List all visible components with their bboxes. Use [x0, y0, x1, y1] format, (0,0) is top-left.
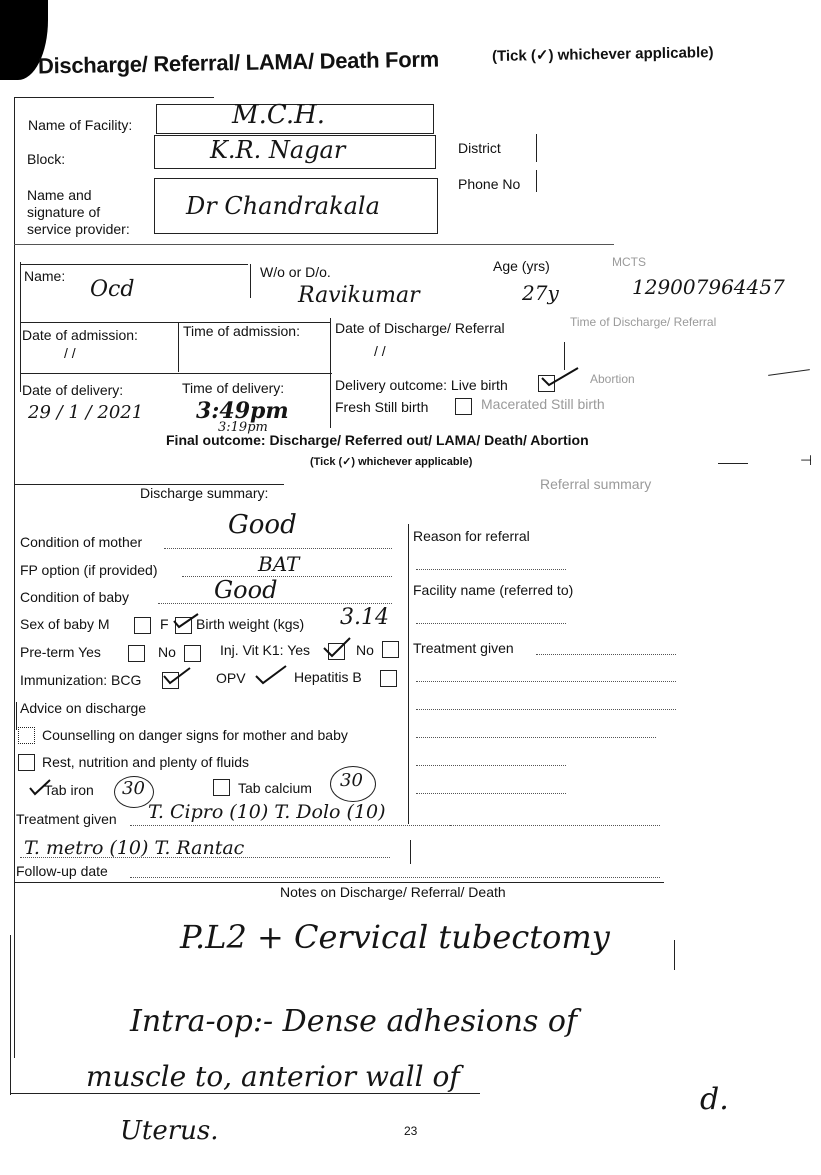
followup-label: Follow-up date	[16, 863, 108, 879]
final-outcome-sub: (Tick (✓) whichever applicable)	[310, 456, 473, 468]
sex-label: Sex of baby M	[20, 616, 110, 632]
notes-right-mark	[674, 940, 675, 970]
phone-label: Phone No	[458, 176, 521, 192]
discharge-date-label: Date of Discharge/ Referral	[335, 320, 505, 336]
advice-label: Advice on discharge	[20, 700, 147, 716]
admission-date-label: Date of admission:	[22, 327, 138, 343]
abortion-label: Abortion	[590, 372, 635, 386]
referral-facility-line	[416, 622, 566, 624]
delivery-date-label: Date of delivery:	[22, 382, 124, 398]
delivery-date-value: 29 / 1 / 2021	[28, 402, 144, 423]
notes-bottom-line	[10, 1093, 480, 1094]
notes-mark: d.	[700, 1082, 729, 1117]
phone-divider	[536, 170, 537, 192]
vitk-label: Inj. Vit K1: Yes	[220, 642, 311, 658]
mcts-label: MCTS	[612, 255, 646, 269]
immunization-label: Immunization: BCG	[20, 672, 142, 688]
tab-calcium-label: Tab calcium	[238, 780, 312, 796]
fresh-still-checkbox[interactable]	[455, 398, 472, 415]
vitk-no-label: No	[356, 642, 374, 658]
discharge-date-value: / /	[374, 343, 386, 359]
delivery-time-label: Time of delivery:	[182, 380, 285, 396]
provider-label-2: signature of	[27, 204, 101, 220]
referral-treatment-label: Treatment given	[413, 640, 514, 656]
notes-line-1: P.L2 + Cervical tubectomy	[180, 918, 610, 956]
birth-weight-value: 3.14	[340, 605, 389, 630]
vitk-no-checkbox[interactable]	[382, 641, 399, 658]
notes-label: Notes on Discharge/ Referral/ Death	[280, 884, 506, 900]
mother-condition-line	[164, 547, 392, 549]
age-value: 27y	[522, 281, 559, 305]
page-number: 23	[404, 1124, 418, 1138]
outcome-mark: ⊣	[800, 452, 813, 468]
treatment-line-2	[20, 856, 390, 858]
treatment-value-2: T. metro (10) T. Rantac	[24, 837, 245, 859]
treatment-value-1: T. Cipro (10) T. Dolo (10)	[148, 801, 386, 823]
facility-bottom-line	[14, 244, 614, 245]
admission-date-value: / /	[64, 345, 76, 361]
tab-calcium-checkbox[interactable]	[213, 779, 230, 796]
advice-bracket	[16, 702, 17, 730]
block-value: K.R. Nagar	[210, 136, 346, 164]
treatment-line-1	[130, 824, 450, 826]
delivery-time-note: 3:19pm	[218, 420, 268, 435]
age-label: Age (yrs)	[493, 258, 550, 274]
delivery-outcome-label: Delivery outcome: Live birth	[335, 377, 508, 393]
wo-value: Ravikumar	[298, 283, 420, 308]
facility-value: M.C.H.	[232, 100, 326, 130]
sex-f-label: F	[160, 616, 169, 632]
stray-mark	[768, 369, 810, 376]
referral-reason-line	[416, 568, 566, 570]
patient-top-line	[20, 264, 248, 265]
wo-label: W/o or D/o.	[260, 264, 331, 280]
baby-condition-label: Condition of baby	[20, 589, 129, 605]
opv-tick-icon	[254, 664, 288, 686]
referral-treatment-line-6	[416, 792, 566, 794]
treatment-label: Treatment given	[16, 811, 117, 827]
discharge-summary-label: Discharge summary:	[140, 485, 269, 501]
referral-summary-label: Referral summary	[540, 476, 652, 492]
district-divider	[536, 134, 537, 162]
hep-checkbox[interactable]	[380, 670, 397, 687]
notes-line-4: Uterus.	[120, 1116, 219, 1146]
top-border-left	[14, 97, 214, 98]
final-outcome-label: Final outcome: Discharge/ Referred out/ LAMA/ Death/ Abortion	[166, 432, 589, 448]
block-label: Block:	[27, 151, 66, 167]
fresh-still-label: Fresh Still birth	[335, 399, 429, 415]
patient-name-value: Ocd	[90, 277, 135, 302]
notes-line-2: Intra-op:- Dense adhesions of	[130, 1004, 578, 1039]
form-title-sub: (Tick (✓) whichever applicable)	[491, 44, 714, 65]
notes-top-line	[14, 882, 664, 883]
rest-label: Rest, nutrition and plenty of fluids	[42, 754, 250, 770]
referral-treatment-line-1	[536, 653, 676, 655]
preterm-no-label: No	[158, 644, 176, 660]
live-birth-tick-icon	[540, 366, 580, 388]
outcome-dash-1	[718, 463, 748, 464]
referral-treatment-line-2	[416, 680, 676, 682]
district-label: District	[458, 140, 501, 156]
bcg-tick-icon	[162, 666, 192, 686]
tab-iron-label: Tab iron	[44, 782, 94, 798]
referral-treatment-line-4	[416, 736, 656, 738]
counselling-label: Counselling on danger signs for mother and baby	[42, 727, 348, 743]
discharge-time-label: Time of Discharge/ Referral	[570, 315, 717, 329]
provider-label-1: Name and	[27, 187, 92, 203]
referral-treatment-line-5	[416, 764, 566, 766]
admission-divider	[178, 322, 179, 372]
baby-condition-value: Good	[214, 576, 278, 604]
notes-line-3: muscle to, anterior wall of	[86, 1060, 460, 1093]
admission-time-label: Time of admission:	[183, 323, 300, 339]
counselling-checkbox[interactable]	[18, 727, 35, 744]
preterm-yes-checkbox[interactable]	[128, 645, 145, 662]
facility-label: Name of Facility:	[28, 117, 133, 133]
delivery-time-value: 3:49pm	[196, 398, 289, 424]
provider-label-3: service provider:	[27, 221, 130, 237]
fp-label: FP option (if provided)	[20, 562, 158, 578]
provider-value: Dr Chandrakala	[186, 192, 380, 220]
fp-value: BAT	[258, 552, 300, 576]
treatment-bracket	[410, 840, 411, 864]
notes-left-line	[10, 935, 11, 1095]
referral-treatment-line-7	[450, 824, 660, 826]
left-border	[14, 98, 15, 1058]
opv-label: OPV	[216, 670, 246, 686]
mcts-value: 129007964457	[632, 275, 785, 299]
referral-divider	[408, 524, 409, 824]
preterm-no-checkbox[interactable]	[184, 645, 201, 662]
macerated-label: Macerated Still birth	[481, 396, 605, 412]
tab-iron-value: 30	[122, 778, 145, 799]
sex-m-checkbox[interactable]	[134, 617, 151, 634]
referral-reason-label: Reason for referral	[413, 528, 530, 544]
wo-divider	[250, 264, 251, 298]
referral-facility-label: Facility name (referred to)	[413, 582, 574, 598]
tab-calcium-value: 30	[340, 770, 363, 791]
delivery-top-line	[20, 373, 332, 374]
mother-condition-value: Good	[228, 510, 297, 540]
birth-weight-label: Birth weight (kgs)	[196, 616, 305, 632]
form-title: Discharge/ Referral/ LAMA/ Death Form	[37, 46, 440, 79]
patient-name-label: Name:	[24, 268, 66, 284]
preterm-label: Pre-term Yes	[20, 644, 101, 660]
vitk-yes-tick-icon	[322, 636, 352, 658]
hep-label: Hepatitis B	[294, 669, 362, 685]
followup-line	[130, 876, 660, 878]
rest-checkbox[interactable]	[18, 754, 35, 771]
referral-treatment-line-3	[416, 708, 676, 710]
mother-condition-label: Condition of mother	[20, 534, 143, 550]
